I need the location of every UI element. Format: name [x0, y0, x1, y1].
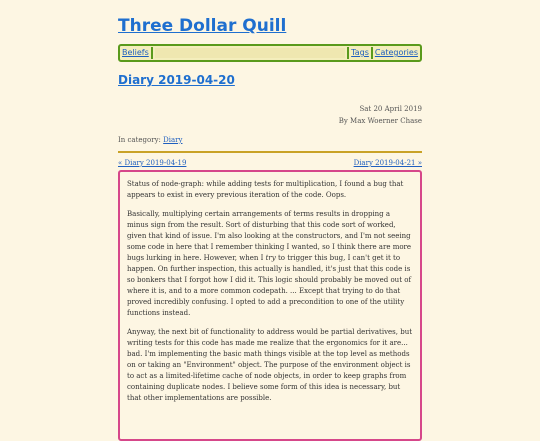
nav-bar [118, 44, 422, 62]
site-title-link[interactable]: Three Dollar Quill [118, 16, 287, 36]
paragraph [127, 209, 413, 319]
paragraph-text: Basically, multiplying certain arrangements of terms results in dropping a minus sign from the result. Sort of disturbing that this code sort of worked, given that kind of issue. I'm also looking at the constructors, and I'm not seeing some code in here that I remember thinking I wanted, so I think there are more bugs lurking in here. However, when I [127, 210, 412, 262]
divider-rule [118, 151, 422, 153]
paragraph-text: to trigger this bug, I can't get it to happen. On further inspection, this actually is handled, it's just that this code is so bonkers that I forgot how I did it. This logic should probably be moved out of where it is, and to a more common codepath. ... Except that trying to do that proved incredibly confusing. I opted to add a precondition to one of the utility functions instead. [127, 254, 412, 317]
nav-tags-link[interactable]: Tags [351, 48, 369, 57]
category-link[interactable]: Diary [163, 136, 183, 144]
nav-categories-link[interactable]: Categories [374, 48, 418, 57]
post-meta [118, 103, 422, 127]
post-pager [118, 158, 422, 168]
next-post-link[interactable]: Diary 2019-04-21 » [353, 159, 422, 167]
post-category [118, 135, 422, 145]
nav-beliefs-link[interactable]: Beliefs [122, 48, 149, 57]
post-date: Sat 20 April 2019 [359, 105, 422, 113]
emphasis-text: try [265, 254, 276, 262]
paragraph: Status of node-graph: while adding tests for multiplication, I found a bug that appears to exist in every previous iteration of the code. Oops. [127, 180, 404, 199]
category-label: In category: [118, 136, 164, 144]
page [118, 15, 422, 441]
paragraph: Anyway, the next bit of functionality to address would be partial derivatives, but writing tests for this code has made me realize that the ergonomics for it are... bad. I'm implementing the basic math things visible at the top level as methods on or taking an "Environment" object. The purpose of the environment object is to act as a limited-lifetime cache of node objects, in order to keep graphs from containing duplicate nodes. I believe some form of this idea is necessary, but that other implementations are possible. [127, 328, 413, 402]
nav-divider [151, 47, 153, 59]
post-content [118, 170, 422, 441]
post-title-link[interactable]: Diary 2019-04-20 [118, 73, 235, 87]
nav-spacer [155, 48, 345, 58]
post-author: By Max Woerner Chase [338, 117, 422, 125]
prev-post-link[interactable]: « Diary 2019-04-19 [118, 159, 187, 167]
